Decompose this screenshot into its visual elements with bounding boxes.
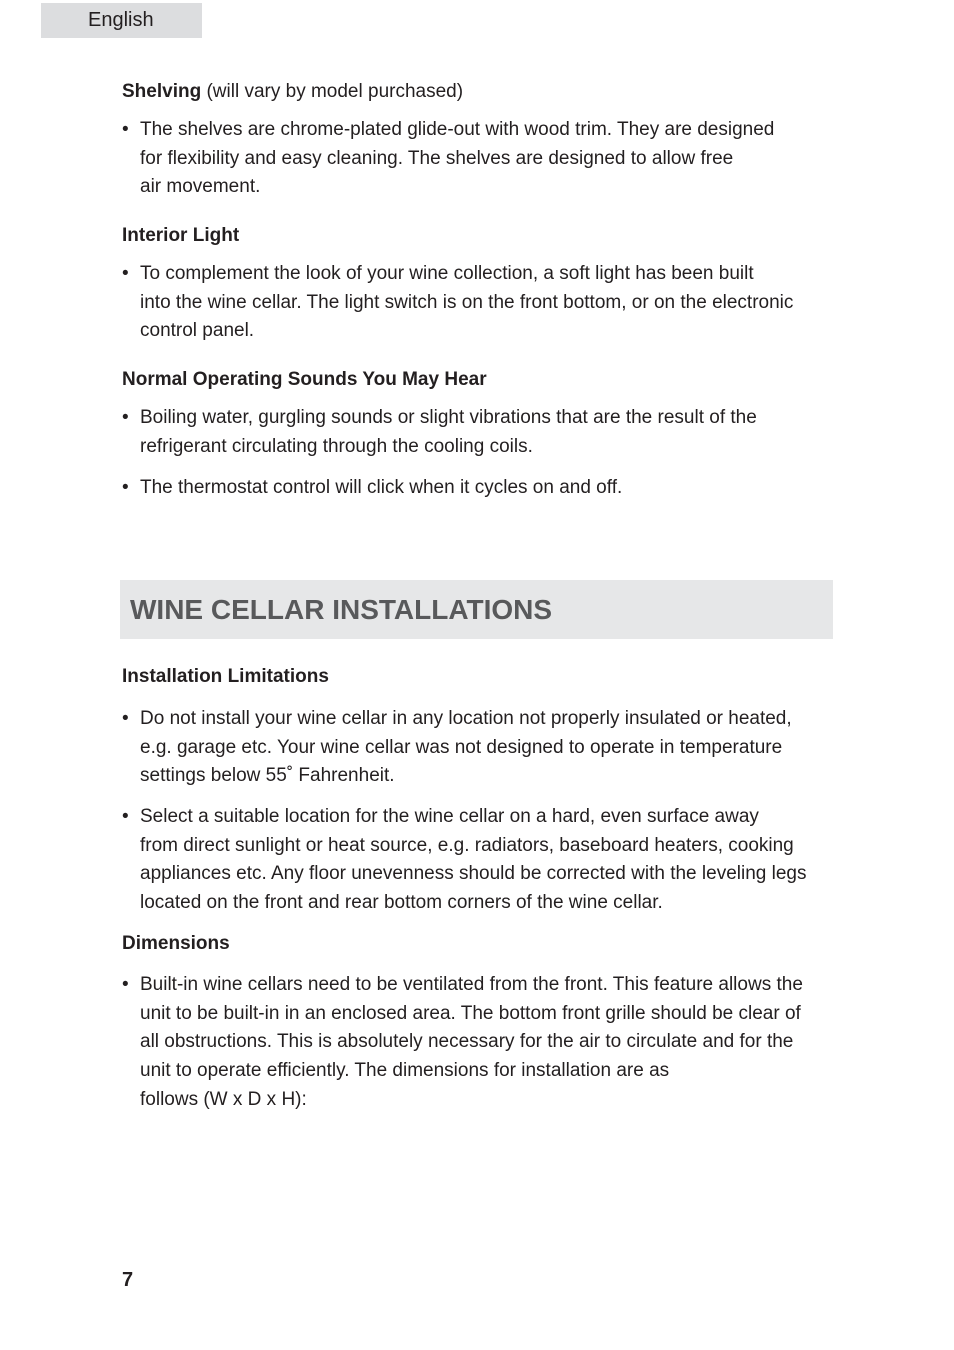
shelving-section: [122, 80, 842, 104]
bullet-line: Select a suitable location for the wine cellar on a hard, even surface away: [140, 806, 759, 827]
limitations-section: [122, 665, 842, 689]
dimensions-heading: Dimensions: [122, 933, 230, 954]
bullet-line: appliances etc. Any floor unevenness should be corrected with the leveling legs: [140, 863, 807, 885]
language-tab: [41, 3, 202, 38]
shelving-bullet-1: [122, 116, 842, 202]
bullet-line: The thermostat control will click when it cycles on and off.: [140, 477, 623, 498]
bullet-line: refrigerant circulating through the cooling coils.: [140, 435, 533, 457]
bullet-line: follows (W x D x H):: [140, 1088, 307, 1110]
bullet-line: from direct sunlight or heat source, e.g. radiators, baseboard heaters, cooking: [140, 834, 794, 856]
bullet-line: for flexibility and easy cleaning. The shelves are designed to allow free: [140, 147, 734, 169]
bullet-paragraph: [122, 260, 842, 346]
bullet-dot: •: [122, 263, 129, 284]
sounds-heading: Normal Operating Sounds You May Hear: [122, 369, 487, 390]
bullet-dot: •: [122, 806, 129, 827]
dimensions-section: [122, 932, 842, 956]
bullet-line: control panel.: [140, 320, 255, 342]
bullet-line: unit to operate efficiently. The dimensions for installation are as: [140, 1060, 670, 1082]
shelving-heading: [122, 80, 842, 104]
bullet-line: The shelves are chrome-plated glide-out with wood trim. They are designed: [140, 119, 775, 140]
shelving-title: Shelving: [122, 81, 202, 102]
interior-light-heading: Interior Light: [122, 225, 240, 246]
interior-light-section: [122, 224, 842, 248]
bullet-dot: •: [122, 477, 129, 498]
page-number: 7: [122, 1269, 134, 1291]
bullet-paragraph: [122, 116, 842, 202]
sounds-section: [122, 368, 842, 392]
section-title-band: [120, 580, 833, 639]
bullet-line: Boiling water, gurgling sounds or slight vibrations that are the result of the: [140, 407, 757, 428]
bullet-paragraph: [122, 474, 842, 503]
sounds-bullet-1: [122, 404, 842, 461]
bullet-line: settings below 55˚ Fahrenheit.: [140, 765, 395, 787]
bullet-paragraph: [122, 803, 842, 918]
dimensions-bullet-1: [122, 971, 842, 1115]
bullet-line: located on the front and rear bottom corners of the wine cellar.: [140, 892, 663, 914]
bullet-line: unit to be built-in in an enclosed area. The bottom front grille should be clear of: [140, 1002, 801, 1024]
bullet-line: all obstructions. This is absolutely necessary for the air to circulate and for the: [140, 1031, 794, 1053]
limitations-heading: Installation Limitations: [122, 666, 329, 687]
bullet-line: Built-in wine cellars need to be ventilated from the front. This feature allows the: [140, 974, 803, 995]
bullet-paragraph: [122, 971, 842, 1115]
bullet-line: into the wine cellar. The light switch is on the front bottom, or on the electronic: [140, 291, 794, 313]
shelving-note: (will vary by model purchased): [201, 81, 464, 102]
bullet-line: air movement.: [140, 176, 261, 198]
bullet-line: To complement the look of your wine collection, a soft light has been built: [140, 263, 754, 284]
bullet-paragraph: [122, 705, 842, 791]
sounds-bullet-2: [122, 474, 842, 503]
bullet-line: Do not install your wine cellar in any location not properly insulated or heated,: [140, 708, 792, 729]
bullet-paragraph: [122, 404, 842, 461]
language-label: English: [88, 9, 154, 31]
bullet-line: e.g. garage etc. Your wine cellar was not designed to operate in temperature: [140, 736, 783, 758]
interior-light-bullet-1: [122, 260, 842, 346]
bullet-dot: •: [122, 119, 129, 140]
bullet-dot: •: [122, 708, 129, 729]
limitations-bullet-2: [122, 803, 842, 918]
bullet-dot: •: [122, 974, 129, 995]
bullet-dot: •: [122, 407, 129, 428]
limitations-bullet-1: [122, 705, 842, 791]
section-title: WINE CELLAR INSTALLATIONS: [130, 594, 553, 625]
